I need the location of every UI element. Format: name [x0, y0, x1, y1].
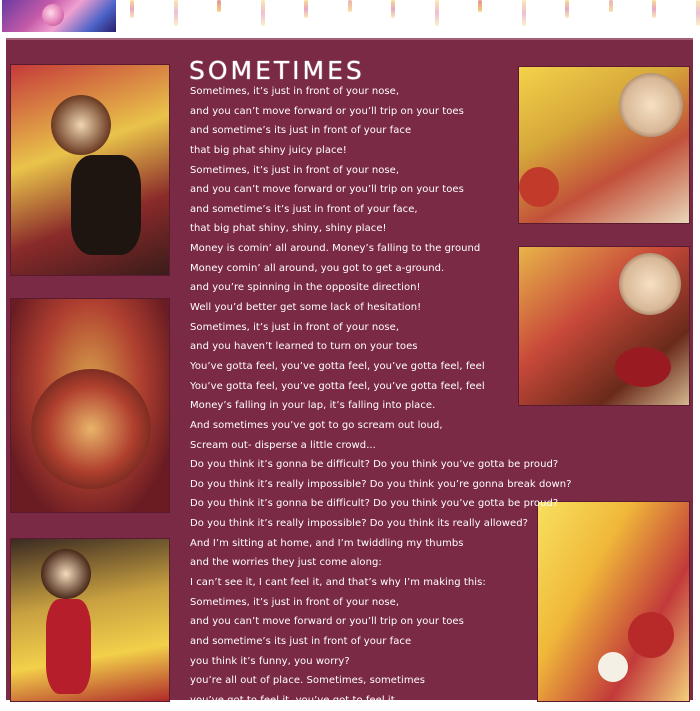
sparkle-icon	[348, 0, 352, 12]
lyric-line: and the worries they just come along:	[190, 557, 382, 569]
photo-doll-red-dress	[10, 64, 170, 276]
sparkle-icon	[696, 0, 700, 26]
sparkle-icon	[304, 0, 308, 18]
sparkle-icon	[261, 0, 265, 26]
lyric-line: Sometimes, it’s just in front of your nose,	[190, 596, 400, 608]
doll-figure	[41, 549, 91, 599]
lyric-line: you’ve got to feel it, you’ve got to feel it	[190, 694, 395, 706]
lyric-line: and sometime’s it’s just in front of your face,	[190, 203, 418, 215]
sparkle-icon	[174, 0, 178, 26]
doll-figure	[619, 73, 683, 137]
lyric-line: Do you think it’s really impossible? Do you think you’re gonna break down?	[190, 478, 572, 490]
lyric-line: and sometime’s its just in front of your face	[190, 125, 412, 137]
lyric-line: Sometimes, it’s just in front of your nose,	[190, 164, 400, 176]
sparkle-icon	[565, 0, 569, 18]
sparkle-icon	[478, 0, 482, 12]
doll-figure	[628, 612, 674, 658]
lyric-line: And sometimes you’ve got to go scream out loud,	[190, 419, 443, 431]
sparkle-icon	[522, 0, 526, 26]
photo-doll-dancer	[10, 538, 170, 702]
page-title: SOMETIMES	[189, 56, 365, 85]
lyric-line: Money’s falling in your lap, it’s falling into place.	[190, 400, 436, 412]
lyric-line: and you can’t move forward or you’ll trip on your toes	[190, 184, 464, 196]
lyric-line: Well you’d better get some lack of hesitation!	[190, 302, 422, 314]
photo-doll-crowd	[10, 298, 170, 513]
doll-figure	[31, 369, 151, 489]
doll-figure	[46, 599, 91, 694]
top-banner	[0, 0, 700, 36]
doll-figure	[598, 652, 628, 682]
lyric-line: that big phat shiny, shiny, shiny place!	[190, 223, 387, 235]
lyric-line: and you can’t move forward or you’ll trip on your toes	[190, 105, 464, 117]
header-thumbnail-image[interactable]	[2, 0, 116, 32]
lyrics-panel	[6, 38, 693, 706]
sparkle-icon	[652, 0, 656, 18]
lyric-line: Sometimes, it’s just in front of your nose,	[190, 86, 400, 97]
lyric-line: Money is comin’ all around. Money’s falling to the ground	[190, 243, 481, 255]
lyric-line: Money comin’ all around, you got to get a-ground.	[190, 262, 445, 274]
lyric-line: Sometimes, it’s just in front of your nose,	[190, 321, 400, 333]
sparkle-icon	[435, 0, 439, 26]
lyric-line: you’re all out of place. Sometimes, sometimes	[190, 675, 426, 687]
lyric-line: and you haven’t learned to turn on your toes	[190, 341, 418, 353]
lyric-line: You’ve gotta feel, you’ve gotta feel, you’ve gotta feel, feel	[190, 360, 485, 372]
sparkle-icon	[130, 0, 134, 18]
lyric-line: Do you think it’s really impossible? Do you think its really allowed?	[190, 518, 528, 530]
lyric-line: you think it’s funny, you worry?	[190, 655, 350, 667]
doll-figure	[615, 347, 671, 387]
lyric-line: I can’t see it, I cant feel it, and that’s why I’m making this:	[190, 577, 486, 589]
lyric-line: And I’m sitting at home, and I’m twiddling my thumbs	[190, 537, 464, 549]
lyric-line: and sometime’s its just in front of your face	[190, 635, 412, 647]
lyric-line: You’ve gotta feel, you’ve gotta feel, you’ve gotta feel, feel	[190, 380, 485, 392]
doll-figure	[71, 155, 141, 255]
sparkle-decoration	[130, 0, 700, 30]
lyric-line: Scream out- disperse a little crowd...	[190, 439, 376, 451]
lyric-line: and you’re spinning in the opposite direction!	[190, 282, 421, 294]
lyric-line: and you can’t move forward or you’ll trip on your toes	[190, 616, 464, 628]
doll-figure	[619, 253, 681, 315]
lyric-line: Do you think it’s gonna be difficult? Do you think you’ve gotta be proud?	[190, 459, 559, 471]
lyric-line: that big phat shiny juicy place!	[190, 144, 347, 156]
sparkle-icon	[609, 0, 613, 12]
lyric-line: Do you think it’s gonna be difficult? Do you think you’ve gotta be proud?	[190, 498, 559, 510]
lyrics-list	[190, 82, 572, 711]
sparkle-icon	[391, 0, 395, 18]
sparkle-icon	[217, 0, 221, 12]
doll-figure	[51, 95, 111, 155]
